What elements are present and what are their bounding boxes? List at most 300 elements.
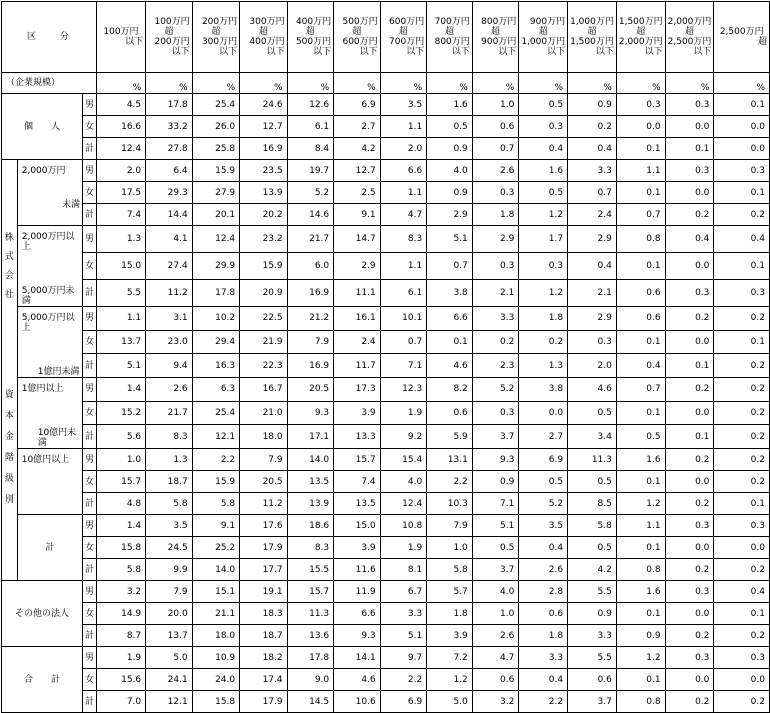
value-cell: 0.2 — [714, 354, 770, 378]
table-row — [2, 138, 770, 160]
column-header-line: 以下 — [547, 47, 566, 57]
value-cell: 21.7 — [287, 226, 334, 253]
unit-cell: % — [568, 73, 617, 94]
value-cell: 0.0 — [665, 116, 714, 138]
unit-row-label: （企業規模） — [2, 73, 97, 94]
column-header-line: 900万円 — [481, 37, 517, 47]
column-header — [96, 2, 145, 73]
value-cell: 5.2 — [519, 493, 568, 515]
value-cell: 0.0 — [665, 471, 714, 493]
value-cell: 23.5 — [240, 160, 287, 182]
value-cell: 17.6 — [240, 515, 287, 537]
value-cell: 25.4 — [192, 94, 239, 116]
value-cell: 0.0 — [714, 116, 770, 138]
value-cell: 16.9 — [240, 138, 287, 160]
value-cell: 3.8 — [519, 378, 568, 402]
table-row — [2, 330, 770, 354]
value-cell: 4.0 — [472, 581, 519, 603]
value-cell: 9.1 — [334, 204, 381, 226]
value-cell: 0.2 — [714, 691, 770, 713]
value-cell: 5.1 — [472, 515, 519, 537]
value-cell: 1.1 — [380, 182, 427, 204]
value-cell: 5.0 — [427, 691, 473, 713]
value-cell: 0.2 — [714, 425, 770, 449]
value-cell: 0.4 — [568, 253, 617, 280]
value-cell: 0.0 — [714, 138, 770, 160]
column-header-line: 超 — [538, 27, 548, 37]
value-cell: 0.3 — [519, 116, 568, 138]
value-cell: 3.5 — [519, 515, 568, 537]
sex-label: 男 — [83, 94, 97, 116]
sex-label: 計 — [83, 559, 97, 581]
value-cell: 0.4 — [714, 581, 770, 603]
value-cell: 0.3 — [665, 280, 714, 307]
value-cell: 25.8 — [192, 138, 239, 160]
value-cell: 12.7 — [240, 116, 287, 138]
value-cell: 3.7 — [472, 425, 519, 449]
value-cell: 0.5 — [519, 471, 568, 493]
value-cell: 1.3 — [146, 449, 193, 471]
sex-label: 男 — [83, 160, 97, 182]
value-cell: 0.5 — [519, 182, 568, 204]
value-cell: 0.2 — [714, 204, 770, 226]
column-header — [714, 2, 770, 73]
value-cell: 15.0 — [96, 253, 145, 280]
value-cell: 0.6 — [427, 401, 473, 425]
value-cell: 0.9 — [472, 471, 519, 493]
column-header — [519, 2, 568, 73]
column-header-line: 超 — [757, 37, 767, 47]
value-cell: 3.5 — [146, 515, 193, 537]
value-cell: 0.2 — [714, 559, 770, 581]
column-header-line: 超 — [398, 27, 408, 37]
value-cell: 0.7 — [472, 138, 519, 160]
value-cell: 16.3 — [192, 354, 239, 378]
value-cell: 5.9 — [427, 425, 473, 449]
table-row — [2, 603, 770, 625]
capital-range-to: 1億円未満 — [37, 367, 80, 377]
value-cell: 0.2 — [665, 449, 714, 471]
value-cell: 11.1 — [334, 280, 381, 307]
value-cell: 8.3 — [287, 537, 334, 559]
value-cell: 18.0 — [192, 625, 239, 647]
value-cell: 0.1 — [665, 425, 714, 449]
value-cell: 1.1 — [616, 160, 665, 182]
sex-label: 男 — [83, 307, 97, 331]
value-cell: 2.6 — [146, 378, 193, 402]
value-cell: 0.9 — [568, 94, 617, 116]
value-cell: 7.2 — [427, 647, 473, 669]
value-cell: 5.8 — [427, 559, 473, 581]
value-cell: 18.7 — [240, 625, 287, 647]
value-cell: 6.1 — [380, 280, 427, 307]
value-cell: 1.7 — [519, 226, 568, 253]
value-cell: 14.6 — [287, 204, 334, 226]
value-cell: 14.9 — [96, 603, 145, 625]
value-cell: 4.2 — [334, 138, 381, 160]
value-cell: 19.1 — [240, 581, 287, 603]
value-cell: 33.2 — [146, 116, 193, 138]
value-cell: 6.6 — [334, 603, 381, 625]
value-cell: 2.1 — [568, 280, 617, 307]
unit-cell: % — [287, 73, 334, 94]
value-cell: 8.3 — [380, 226, 427, 253]
value-cell: 0.2 — [714, 307, 770, 331]
value-cell: 14.5 — [287, 691, 334, 713]
value-cell: 0.8 — [616, 691, 665, 713]
value-cell: 2.3 — [472, 354, 519, 378]
sex-label: 計 — [83, 138, 97, 160]
sex-label: 計 — [83, 280, 97, 307]
value-cell: 1.6 — [616, 581, 665, 603]
column-header-line: 100万円 — [154, 17, 190, 27]
value-cell: 15.2 — [96, 401, 145, 425]
value-cell: 6.3 — [192, 378, 239, 402]
value-cell: 21.9 — [240, 330, 287, 354]
value-cell: 3.3 — [568, 160, 617, 182]
sub-label-sub1 — [17, 160, 82, 226]
value-cell: 7.1 — [472, 493, 519, 515]
value-cell: 10.3 — [427, 493, 473, 515]
column-header-line: 超 — [685, 27, 695, 37]
value-cell: 29.9 — [192, 253, 239, 280]
capital-range-from: 1億円以上 — [21, 384, 64, 394]
value-cell: 5.5 — [568, 647, 617, 669]
column-header-line: 500万円 — [342, 17, 378, 27]
value-cell: 22.3 — [240, 354, 287, 378]
value-cell: 0.3 — [714, 160, 770, 182]
table-row — [2, 559, 770, 581]
value-cell: 8.7 — [96, 625, 145, 647]
value-cell: 19.7 — [287, 160, 334, 182]
value-cell: 13.9 — [287, 493, 334, 515]
value-cell: 0.9 — [427, 182, 473, 204]
value-cell: 2.9 — [427, 204, 473, 226]
value-cell: 3.2 — [96, 581, 145, 603]
value-cell: 18.2 — [240, 647, 287, 669]
value-cell: 15.1 — [192, 581, 239, 603]
value-cell: 0.2 — [665, 378, 714, 402]
column-header-line: 300万円 — [249, 17, 285, 27]
value-cell: 4.5 — [96, 94, 145, 116]
value-cell: 1.6 — [616, 449, 665, 471]
column-header-line: 600万円 — [389, 17, 425, 27]
value-cell: 2.9 — [472, 226, 519, 253]
capital-range-to: 5,000万円未満 — [21, 286, 75, 306]
table-row — [2, 253, 770, 280]
table-row — [2, 691, 770, 713]
value-cell: 1.0 — [472, 94, 519, 116]
value-cell: 20.2 — [240, 204, 287, 226]
value-cell: 0.9 — [568, 603, 617, 625]
value-cell: 0.3 — [472, 253, 519, 280]
value-cell: 0.0 — [519, 401, 568, 425]
value-cell: 17.8 — [287, 647, 334, 669]
value-cell: 14.0 — [287, 449, 334, 471]
table-row — [2, 280, 770, 307]
value-cell: 0.3 — [472, 182, 519, 204]
column-header — [287, 2, 334, 73]
value-cell: 4.6 — [334, 669, 381, 691]
value-cell: 3.4 — [568, 425, 617, 449]
capital-range-from: 2,000万円 — [21, 166, 66, 176]
value-cell: 4.7 — [380, 204, 427, 226]
sex-label: 計 — [83, 204, 97, 226]
sub-label-sub5 — [17, 449, 82, 515]
value-cell: 3.3 — [568, 625, 617, 647]
value-cell: 0.6 — [519, 603, 568, 625]
column-header-line: 700万円 — [434, 17, 470, 27]
value-cell: 0.0 — [665, 330, 714, 354]
column-header-line: 以下 — [644, 47, 663, 57]
value-cell: 18.7 — [146, 471, 193, 493]
value-cell: 7.9 — [146, 581, 193, 603]
column-header-line: 以下 — [406, 47, 425, 57]
column-header-line: 600万円 — [342, 37, 378, 47]
value-cell: 2.0 — [380, 138, 427, 160]
value-cell: 10.1 — [380, 307, 427, 331]
value-cell: 10.6 — [334, 691, 381, 713]
value-cell: 0.2 — [714, 449, 770, 471]
sex-label: 男 — [83, 581, 97, 603]
value-cell: 0.1 — [616, 603, 665, 625]
value-cell: 1.6 — [519, 160, 568, 182]
sex-label: 女 — [83, 669, 97, 691]
value-cell: 27.4 — [146, 253, 193, 280]
column-header-line: 以下 — [595, 47, 614, 57]
value-cell: 7.4 — [334, 471, 381, 493]
value-cell: 6.7 — [380, 581, 427, 603]
value-cell: 1.3 — [519, 354, 568, 378]
column-header-line: 200万円 — [201, 17, 238, 27]
value-cell: 4.6 — [568, 378, 617, 402]
value-cell: 17.7 — [240, 559, 287, 581]
table-row — [2, 625, 770, 647]
value-cell: 12.6 — [287, 94, 334, 116]
value-cell: 0.1 — [714, 94, 770, 116]
value-cell: 0.6 — [616, 307, 665, 331]
value-cell: 0.9 — [616, 625, 665, 647]
column-header — [240, 2, 287, 73]
unit-cell: % — [146, 73, 193, 94]
column-header-line: 1,500万円 — [570, 37, 614, 47]
value-cell: 0.7 — [616, 204, 665, 226]
value-cell: 3.3 — [380, 603, 427, 625]
value-cell: 3.7 — [472, 559, 519, 581]
value-cell: 3.5 — [380, 94, 427, 116]
sex-label: 女 — [83, 401, 97, 425]
value-cell: 2.5 — [334, 182, 381, 204]
value-cell: 17.4 — [240, 669, 287, 691]
value-cell: 0.8 — [616, 559, 665, 581]
value-cell: 0.3 — [519, 253, 568, 280]
value-cell: 2.6 — [472, 160, 519, 182]
capital-range-from: 10億円以上 — [21, 455, 70, 465]
table-row — [2, 378, 770, 402]
column-header-line: 以下 — [451, 47, 470, 57]
column-header-line: 以下 — [266, 47, 285, 57]
value-cell: 0.5 — [568, 471, 617, 493]
value-cell: 0.2 — [665, 204, 714, 226]
sex-label: 計 — [83, 625, 97, 647]
value-cell: 3.9 — [334, 537, 381, 559]
value-cell: 5.8 — [96, 559, 145, 581]
unit-cell: % — [96, 73, 145, 94]
value-cell: 6.4 — [146, 160, 193, 182]
value-cell: 15.5 — [287, 559, 334, 581]
value-cell: 17.8 — [192, 280, 239, 307]
value-cell: 11.2 — [146, 280, 193, 307]
value-cell: 0.1 — [665, 354, 714, 378]
value-cell: 0.2 — [472, 330, 519, 354]
value-cell: 5.2 — [287, 182, 334, 204]
value-cell: 15.4 — [380, 449, 427, 471]
column-header-line: 超 — [305, 27, 315, 37]
value-cell: 1.2 — [427, 669, 473, 691]
value-cell: 0.3 — [714, 647, 770, 669]
value-cell: 0.7 — [568, 182, 617, 204]
value-cell: 1.4 — [96, 515, 145, 537]
value-cell: 1.0 — [427, 537, 473, 559]
value-cell: 6.9 — [519, 449, 568, 471]
value-cell: 4.7 — [472, 647, 519, 669]
value-cell: 17.3 — [334, 378, 381, 402]
value-cell: 15.7 — [96, 471, 145, 493]
value-cell: 7.0 — [96, 691, 145, 713]
capital-range-from: 2,000万円以上 — [21, 232, 75, 252]
value-cell: 10.9 — [192, 647, 239, 669]
value-cell: 24.0 — [192, 669, 239, 691]
value-cell: 5.5 — [96, 280, 145, 307]
value-cell: 1.3 — [96, 226, 145, 253]
column-header-line: 2,500万円 — [667, 37, 712, 47]
sex-label: 女 — [83, 537, 97, 559]
value-cell: 1.2 — [519, 204, 568, 226]
value-cell: 2.6 — [519, 559, 568, 581]
value-cell: 14.7 — [334, 226, 381, 253]
table-row — [2, 354, 770, 378]
value-cell: 4.2 — [568, 559, 617, 581]
value-cell: 3.8 — [427, 280, 473, 307]
value-cell: 0.5 — [616, 425, 665, 449]
table-row — [2, 401, 770, 425]
value-cell: 15.0 — [334, 515, 381, 537]
value-cell: 13.9 — [240, 182, 287, 204]
value-cell: 12.4 — [192, 226, 239, 253]
value-cell: 15.8 — [192, 691, 239, 713]
value-cell: 11.2 — [240, 493, 287, 515]
capital-range-from: 5,000万円以上 — [21, 313, 75, 333]
value-cell: 0.0 — [714, 537, 770, 559]
value-cell: 0.6 — [616, 280, 665, 307]
value-cell: 0.0 — [665, 182, 714, 204]
column-header-line: 2,500万円 — [719, 27, 764, 37]
value-cell: 9.9 — [146, 559, 193, 581]
unit-cell: % — [334, 73, 381, 94]
sex-label: 男 — [83, 647, 97, 669]
value-cell: 13.7 — [146, 625, 193, 647]
column-header-line: 超 — [164, 27, 174, 37]
value-cell: 0.5 — [519, 94, 568, 116]
value-cell: 1.1 — [380, 253, 427, 280]
value-cell: 9.0 — [287, 669, 334, 691]
value-cell: 0.4 — [519, 669, 568, 691]
value-cell: 2.2 — [519, 691, 568, 713]
value-cell: 10.8 — [380, 515, 427, 537]
value-cell: 1.1 — [96, 307, 145, 331]
sex-label: 女 — [83, 116, 97, 138]
value-cell: 0.2 — [714, 471, 770, 493]
value-cell: 0.1 — [714, 493, 770, 515]
value-cell: 16.9 — [287, 354, 334, 378]
unit-cell: % — [519, 73, 568, 94]
column-header — [334, 2, 381, 73]
value-cell: 2.8 — [519, 581, 568, 603]
value-cell: 6.9 — [380, 691, 427, 713]
value-cell: 5.0 — [146, 647, 193, 669]
column-header-line: 超 — [444, 27, 454, 37]
column-header — [616, 2, 665, 73]
value-cell: 0.6 — [472, 116, 519, 138]
column-header-line: 100万円 — [103, 27, 139, 37]
value-cell: 0.2 — [568, 116, 617, 138]
value-cell: 1.6 — [427, 94, 473, 116]
income-distribution-table — [1, 1, 770, 713]
column-header-line: 以下 — [693, 47, 712, 57]
value-cell: 23.2 — [240, 226, 287, 253]
vertical-text-shihon: 資本金階級別 — [4, 390, 14, 505]
value-cell: 13.1 — [427, 449, 473, 471]
value-cell: 15.9 — [192, 160, 239, 182]
unit-cell: % — [427, 73, 473, 94]
value-cell: 2.7 — [519, 425, 568, 449]
value-cell: 0.2 — [665, 625, 714, 647]
value-cell: 20.1 — [192, 204, 239, 226]
value-cell: 24.5 — [146, 537, 193, 559]
sex-label: 女 — [83, 253, 97, 280]
column-header — [380, 2, 427, 73]
value-cell: 4.0 — [427, 160, 473, 182]
value-cell: 21.0 — [240, 401, 287, 425]
value-cell: 3.9 — [334, 401, 381, 425]
value-cell: 12.4 — [380, 493, 427, 515]
value-cell: 0.1 — [616, 330, 665, 354]
value-cell: 0.1 — [665, 138, 714, 160]
table-row — [2, 647, 770, 669]
value-cell: 0.1 — [714, 603, 770, 625]
value-cell: 4.1 — [146, 226, 193, 253]
value-cell: 6.6 — [427, 307, 473, 331]
value-cell: 3.1 — [146, 307, 193, 331]
value-cell: 7.1 — [380, 354, 427, 378]
column-header-line: 以下 — [313, 47, 332, 57]
column-header-line: 超 — [352, 27, 362, 37]
value-cell: 13.6 — [287, 625, 334, 647]
sex-label: 計 — [83, 354, 97, 378]
value-cell: 8.4 — [287, 138, 334, 160]
table-row — [2, 204, 770, 226]
value-cell: 11.9 — [334, 581, 381, 603]
table-row — [2, 471, 770, 493]
column-header-line: 800万円 — [481, 17, 517, 27]
value-cell: 3.3 — [519, 647, 568, 669]
value-cell: 16.9 — [287, 280, 334, 307]
value-cell: 9.7 — [380, 647, 427, 669]
column-header-line: 500万円 — [295, 37, 332, 47]
value-cell: 18.0 — [240, 425, 287, 449]
value-cell: 14.1 — [334, 647, 381, 669]
column-header-line: 200万円 — [154, 37, 190, 47]
